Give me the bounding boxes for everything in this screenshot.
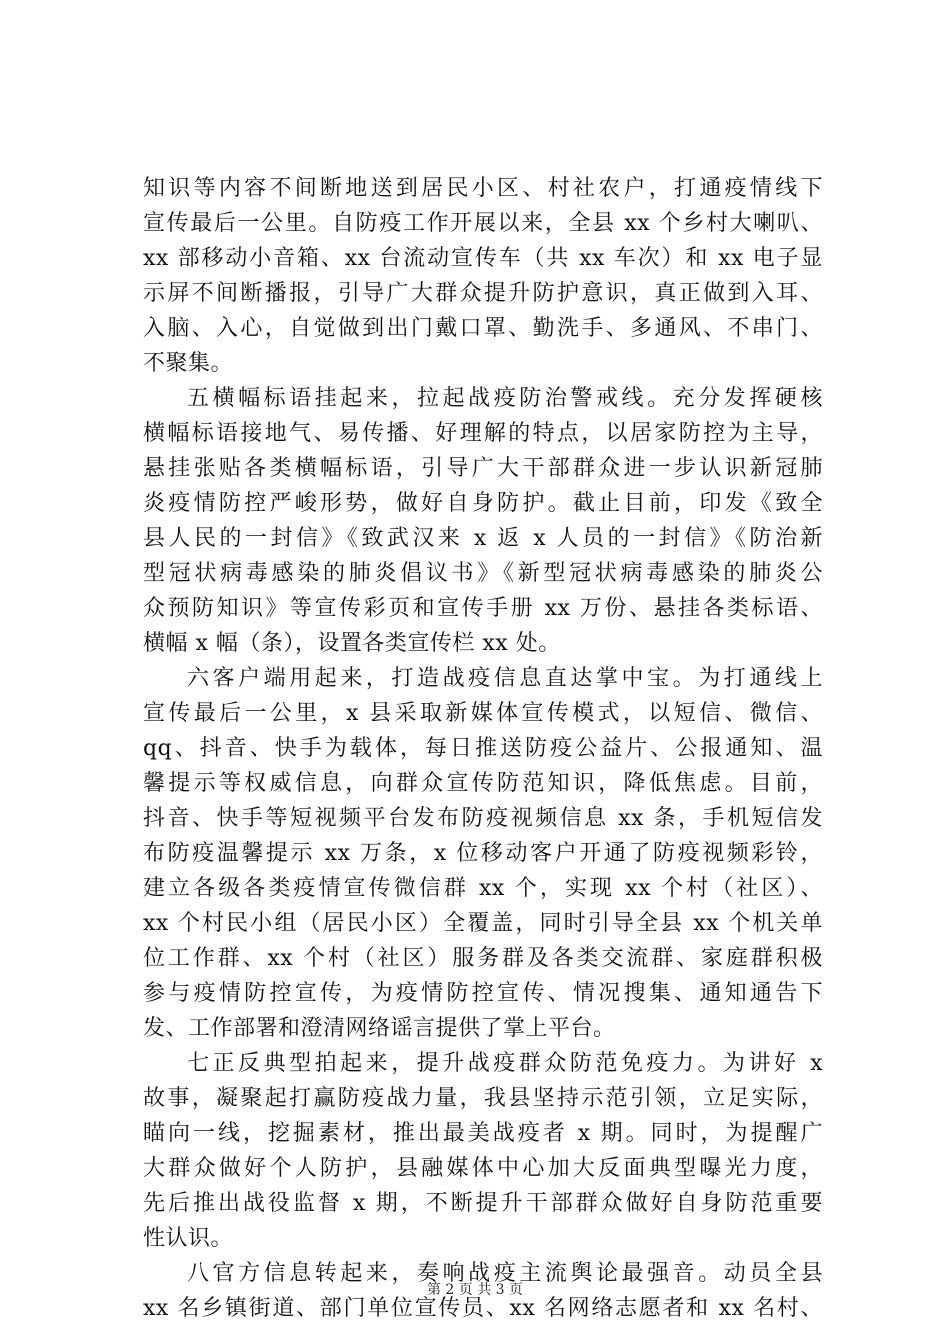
- section-six-heading-line: 六客户端用起来，打造战疫信息直达掌中宝。为打通线上: [187, 666, 823, 691]
- text-line: 先后推出战役监督 x 期，不断提升干部群众做好自身防范重要: [143, 1191, 823, 1216]
- text-line: 横幅 x 幅（条），设置各类宣传栏 xx 处。: [143, 631, 561, 656]
- section-eight-heading-line: 八官方信息转起来，奏响战疫主流舆论最强音。动员全县: [187, 1261, 823, 1286]
- text-line: 故事，凝聚起打赢防疫战力量，我县坚持示范引领，立足实际，: [143, 1086, 823, 1111]
- text-line: 横幅标语接地气、易传播、好理解的特点，以居家防控为主导，: [143, 421, 823, 446]
- text-line: 布防疫温馨提示 xx 万条，x 位移动客户开通了防疫视频彩铃，: [143, 841, 823, 866]
- text-line: 抖音、快手等短视频平台发布防疫视频信息 xx 条，手机短信发: [143, 806, 823, 831]
- text-line: xx 个村民小组（居民小区）全覆盖，同时引导全县 xx 个机关单: [143, 911, 823, 936]
- text-line: 参与疫情防控宣传，为疫情防控宣传、情况搜集、通知通告下: [143, 981, 823, 1006]
- text-line: 入脑、入心，自觉做到出门戴口罩、勤洗手、多通风、不串门、: [143, 316, 823, 341]
- text-line: 建立各级各类疫情宣传微信群 xx 个，实现 xx 个村（社区）、: [143, 876, 823, 901]
- text-line: 性认识。: [143, 1226, 234, 1251]
- page-number-footer: 第 2 页 共 3 页: [426, 1282, 524, 1298]
- text-line: qq、抖音、快手为载体，每日推送防疫公益片、公报通知、温: [143, 736, 823, 761]
- section-seven-heading-line: 七正反典型拍起来，提升战疫群众防范免疫力。为讲好 x: [187, 1051, 823, 1076]
- text-line: 型冠状病毒感染的肺炎倡议书》《新型冠状病毒感染的肺炎公: [143, 561, 823, 586]
- text-line: 宣传最后一公里，x 县采取新媒体宣传模式，以短信、微信、: [143, 701, 823, 726]
- text-line: 大群众做好个人防护，县融媒体中心加大反面典型曝光力度，: [143, 1156, 823, 1181]
- document-body: [143, 171, 823, 1326]
- text-line: 县人民的一封信》《致武汉来 x 返 x 人员的一封信》《防治新: [143, 526, 823, 551]
- text-line: 炎疫情防控严峻形势，做好自身防护。截止目前，印发《致全: [143, 491, 823, 516]
- section-five-heading-line: 五横幅标语挂起来，拉起战疫防治警戒线。充分发挥硬核: [187, 386, 823, 411]
- text-line: 瞄向一线，挖掘素材，推出最美战疫者 x 期。同时，为提醒广: [143, 1121, 823, 1146]
- text-line: 不聚集。: [143, 351, 234, 376]
- text-line: 示屏不间断播报，引导广大群众提升防护意识，真正做到入耳、: [143, 281, 823, 306]
- text-line: 悬挂张贴各类横幅标语，引导广大干部群众进一步认识新冠肺: [143, 456, 823, 481]
- text-line: 知识等内容不间断地送到居民小区、村社农户，打通疫情线下: [143, 176, 823, 201]
- text-line: 宣传最后一公里。自防疫工作开展以来，全县 xx 个乡村大喇叭、: [143, 211, 823, 236]
- text-line: xx 部移动小音箱、xx 台流动宣传车（共 xx 车次）和 xx 电子显: [143, 246, 823, 271]
- text-line: 馨提示等权威信息，向群众宣传防范知识，降低焦虑。目前，: [143, 771, 823, 796]
- text-line: 位工作群、xx 个村（社区）服务群及各类交流群、家庭群积极: [143, 946, 823, 971]
- text-line: xx 名乡镇街道、部门单位宣传员、xx 名网络志愿者和 xx 名村、: [143, 1296, 823, 1321]
- text-line: 发、工作部署和澄清网络谣言提供了掌上平台。: [143, 1016, 616, 1041]
- text-line: 众预防知识》等宣传彩页和宣传手册 xx 万份、悬挂各类标语、: [143, 596, 823, 621]
